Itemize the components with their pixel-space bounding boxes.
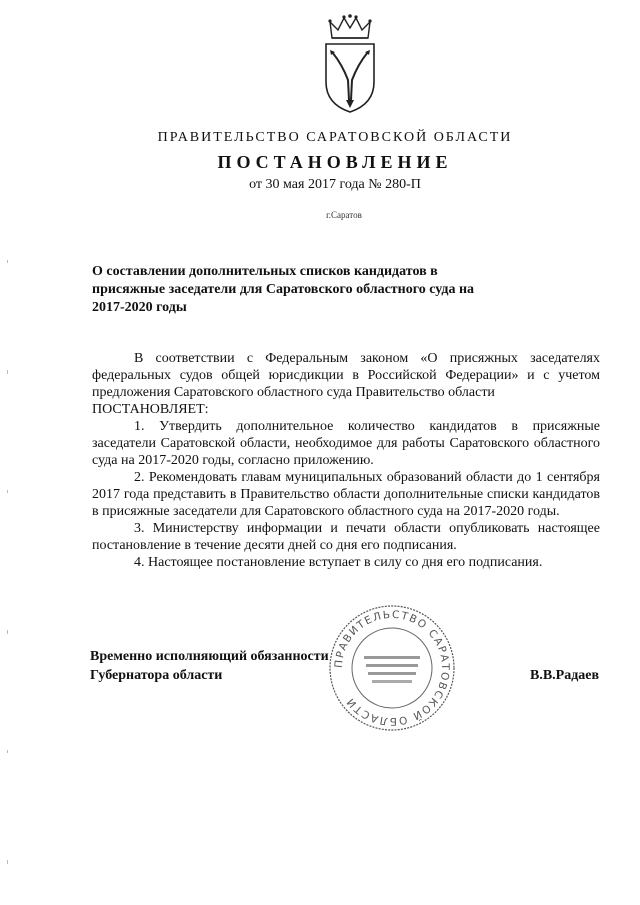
signer-position — [90, 647, 390, 685]
document-date-number: от 30 мая 2017 года № 280-П — [249, 177, 421, 192]
body-item-4: 4. Настоящее постановление вступает в силу со дня его подписания. — [134, 555, 543, 570]
body-item-2: 2. Рекомендовать главам муниципальных образований области до 1 сентября 2017 года представить в Правительство области дополнительные списки кандидатов в присяжные заседатели для Саратовского областного суда на 2017-2020 годы. — [92, 470, 600, 519]
government-title: ПРАВИТЕЛЬСТВО САРАТОВСКОЙ ОБЛАСТИ — [157, 130, 513, 145]
coat-of-arms-icon — [318, 12, 382, 116]
document-city: г.Саратов — [326, 210, 362, 220]
svg-text:ПРАВИТЕЛЬСТВО САРАТОВСКОЙ ОБЛА: ПРАВИТЕЛЬСТВО САРАТОВСКОЙ ОБЛАСТИ — [332, 608, 452, 728]
signer-position-line-2: Губернатора области — [90, 668, 223, 683]
body-item-3: 3. Министерству информации и печати области опубликовать настоящее постановление в течение десяти дней со дня его подписания. — [92, 521, 600, 553]
document-body — [92, 350, 600, 571]
signer-position-line-1: Временно исполняющий обязанности — [90, 649, 329, 664]
scan-margin-marks — [6, 250, 10, 900]
signer-name: В.В.Радаев — [530, 668, 600, 683]
document-subject: О составлении дополнительных списков кандидатов в присяжные заседатели для Саратовского областного суда на 2017-2020 годы — [92, 264, 475, 315]
body-preamble: В соответствии с Федеральным законом «О присяжных заседателях федеральных судов общей юрисдикции в Российской Федерации» и с учетом предложения Саратовского областного суда Правительство области — [92, 351, 600, 400]
body-item-1: 1. Утвердить дополнительное количество кандидатов в присяжные заседатели Саратовской области, необходимое для работы Саратовского областного суда на 2017-2020 годы, согласно приложению. — [92, 419, 600, 468]
body-decree-word: ПОСТАНОВЛЯЕТ: — [92, 402, 209, 417]
document-kind: ПОСТАНОВЛЕНИЕ — [217, 152, 453, 172]
